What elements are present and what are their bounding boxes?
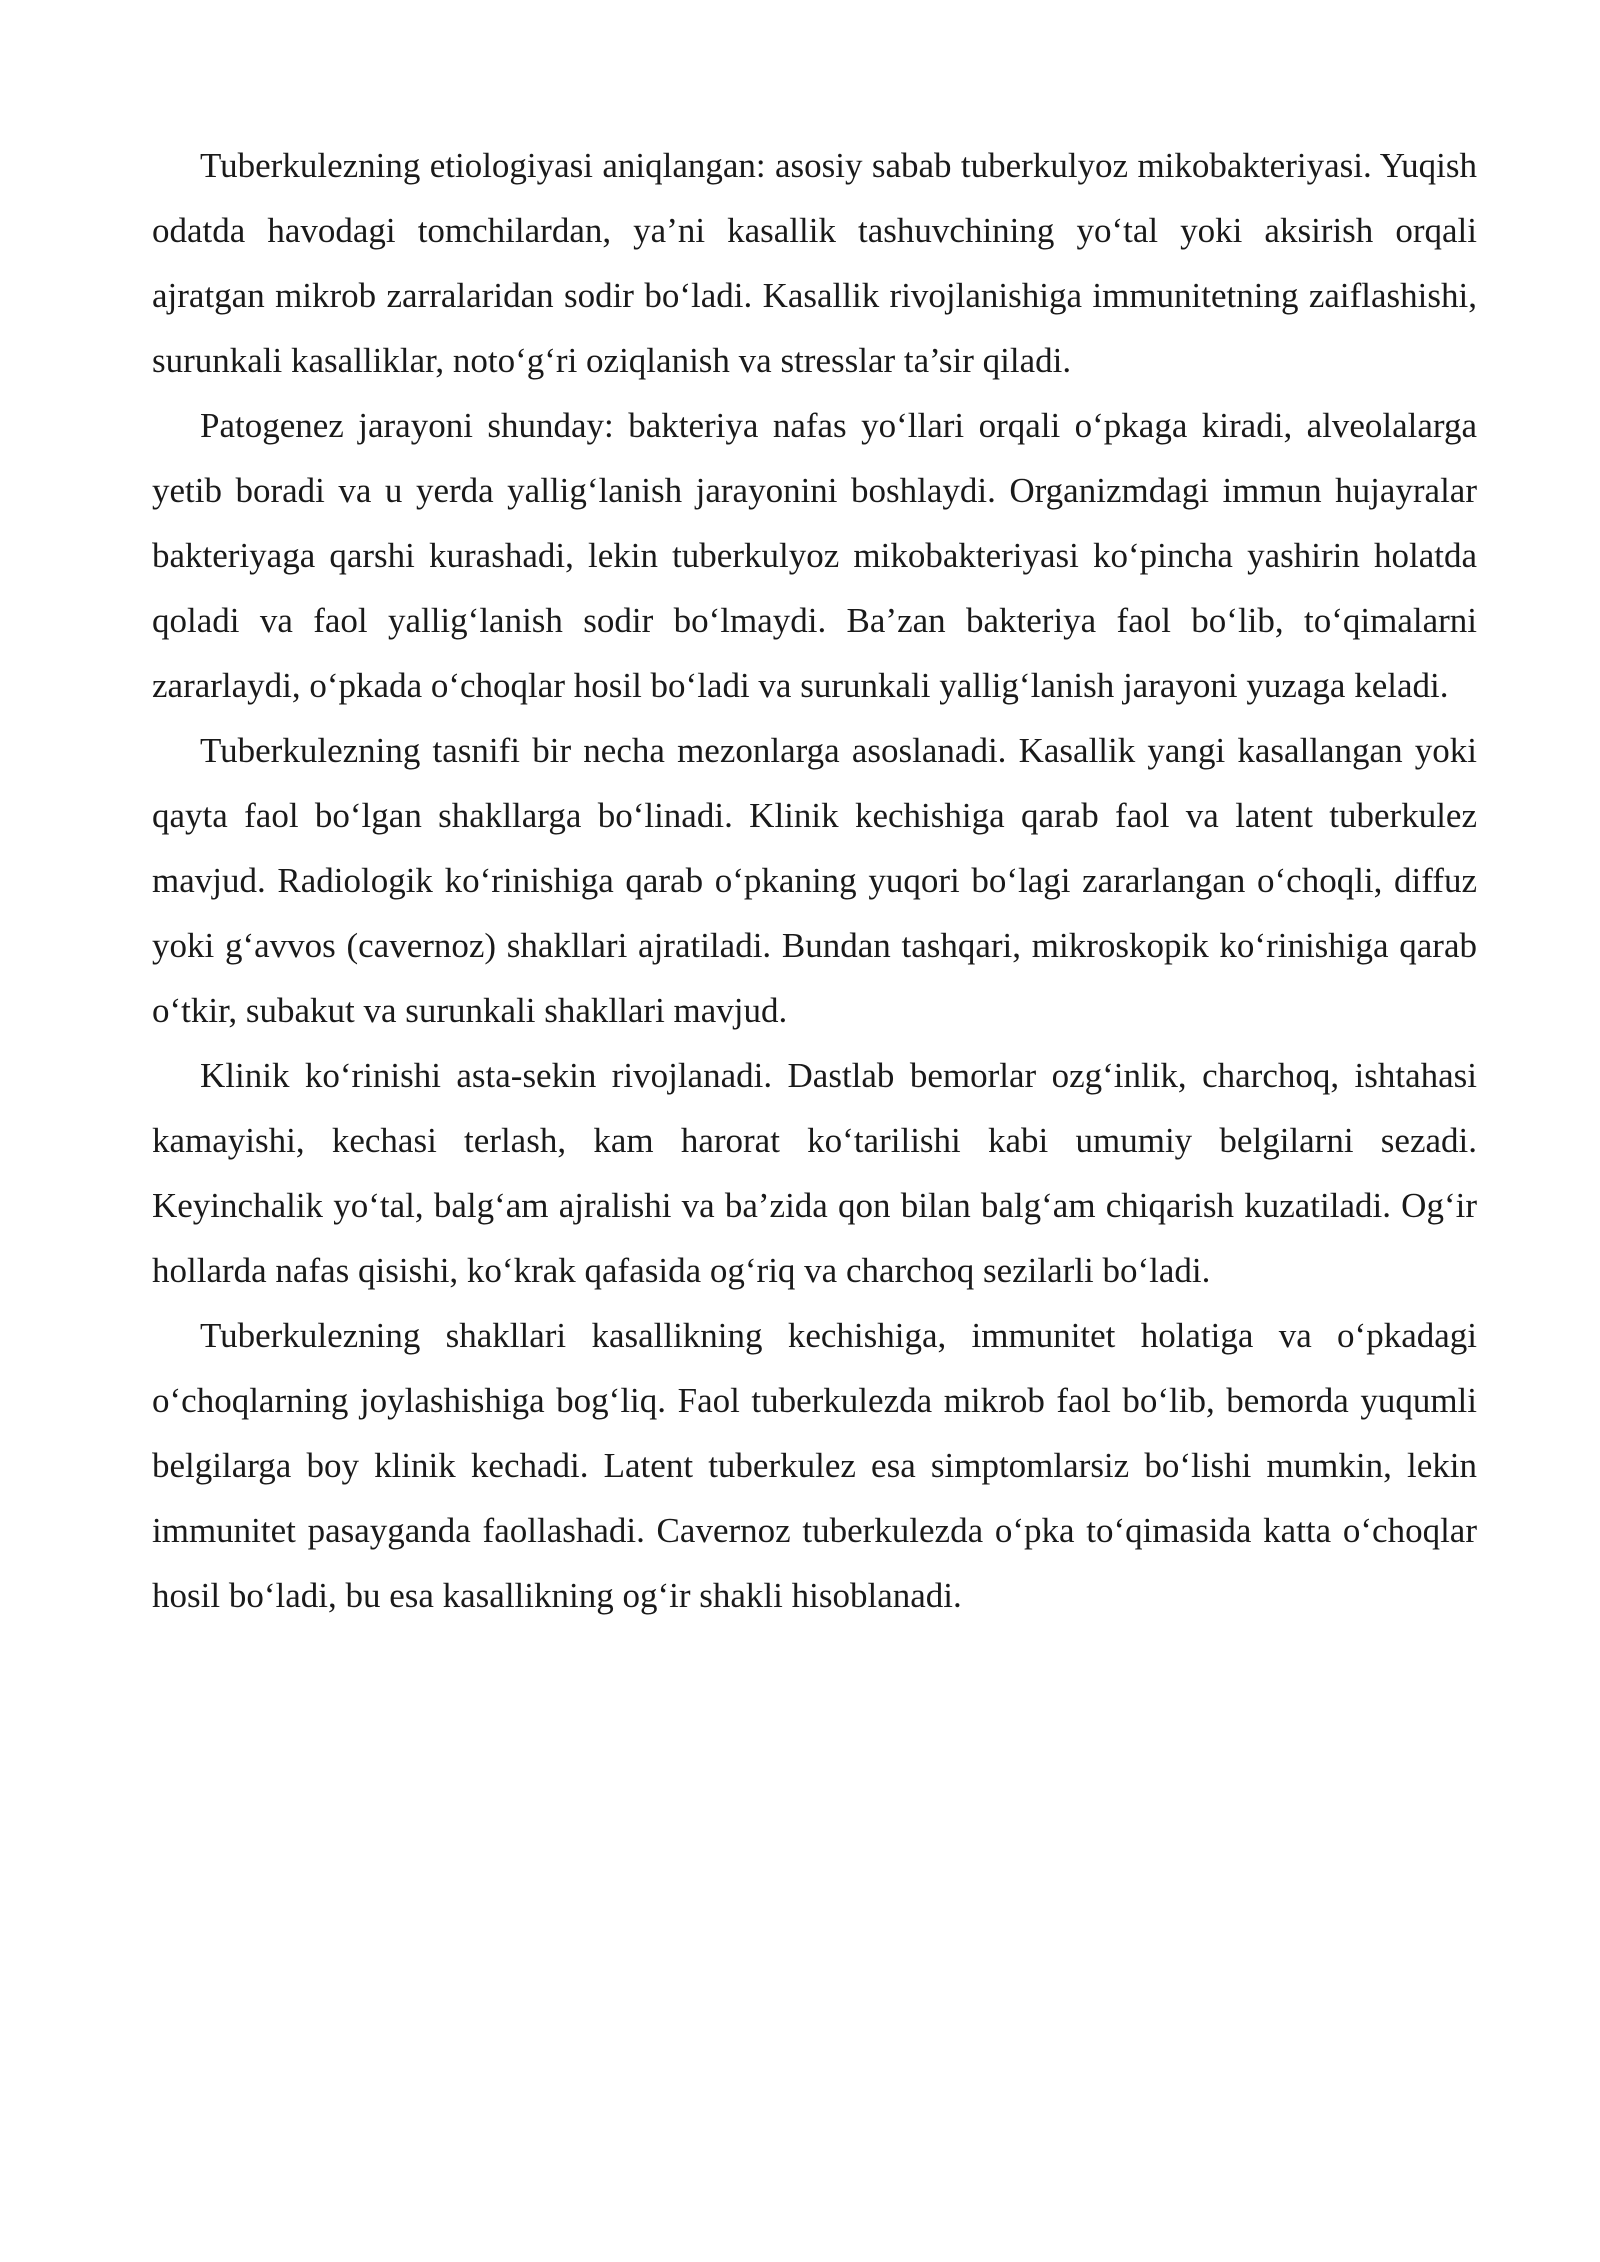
paragraph-etiology: Tuberkulezning etiologiyasi aniqlangan: asosiy sabab tuberkulyoz mikobakteriyasi. Yuqish odatda havodagi tomchilardan, ya’ni kasallik tashuvchining yo‘tal yoki aksirish orqali ajratgan mikrob zarralaridan sodir bo‘ladi. Kasallik rivojlanishiga immunitetning zaiflashishi, surunkali kasalliklar, noto‘g‘ri oziqlanish va stresslar ta’sir qiladi. (152, 146, 1477, 380)
document-body (152, 133, 1477, 1628)
paragraph-forms: Tuberkulezning shakllari kasallikning kechishiga, immunitet holatiga va o‘pkadagi o‘choqlarning joylashishiga bog‘liq. Faol tuberkulezda mikrob faol bo‘lib, bemorda yuqumli belgilarga boy klinik kechadi. Latent tuberkulez esa simptomlarsiz bo‘lishi mumkin, lekin immunitet pasayganda faollashadi. Cavernoz tuberkulezda o‘pka to‘qimasida katta o‘choqlar hosil bo‘ladi, bu esa kasallikning og‘ir shakli hisoblanadi. (152, 1316, 1477, 1615)
paragraph-pathogenesis: Patogenez jarayoni shunday: bakteriya nafas yo‘llari orqali o‘pkaga kiradi, alveolalarga yetib boradi va u yerda yallig‘lanish jarayonini boshlaydi. Organizmdagi immun hujayralar bakteriyaga qarshi kurashadi, lekin tuberkulyoz mikobakteriyasi ko‘pincha yashirin holatda qoladi va faol yallig‘lanish sodir bo‘lmaydi. Ba’zan bakteriya faol bo‘lib, to‘qimalarni zararlaydi, o‘pkada o‘choqlar hosil bo‘ladi va surunkali yallig‘lanish jarayoni yuzaga keladi. (152, 406, 1477, 705)
paragraph-classification: Tuberkulezning tasnifi bir necha mezonlarga asoslanadi. Kasallik yangi kasallangan yoki qayta faol bo‘lgan shakllarga bo‘linadi. Klinik kechishiga qarab faol va latent tuberkulez mavjud. Radiologik ko‘rinishiga qarab o‘pkaning yuqori bo‘lagi zararlangan o‘choqli, diffuz yoki g‘avvos (cavernoz) shakllari ajratiladi. Bundan tashqari, mikroskopik ko‘rinishiga qarab o‘tkir, subakut va surunkali shakllari mavjud. (152, 731, 1477, 1030)
paragraph-clinical-picture: Klinik ko‘rinishi asta-sekin rivojlanadi. Dastlab bemorlar ozg‘inlik, charchoq, ishtahasi kamayishi, kechasi terlash, kam harorat ko‘tarilishi kabi umumiy belgilarni sezadi. Keyinchalik yo‘tal, balg‘am ajralishi va ba’zida qon bilan balg‘am chiqarish kuzatiladi. Og‘ir hollarda nafas qisishi, ko‘krak qafasida og‘riq va charchoq sezilarli bo‘ladi. (152, 1056, 1477, 1290)
